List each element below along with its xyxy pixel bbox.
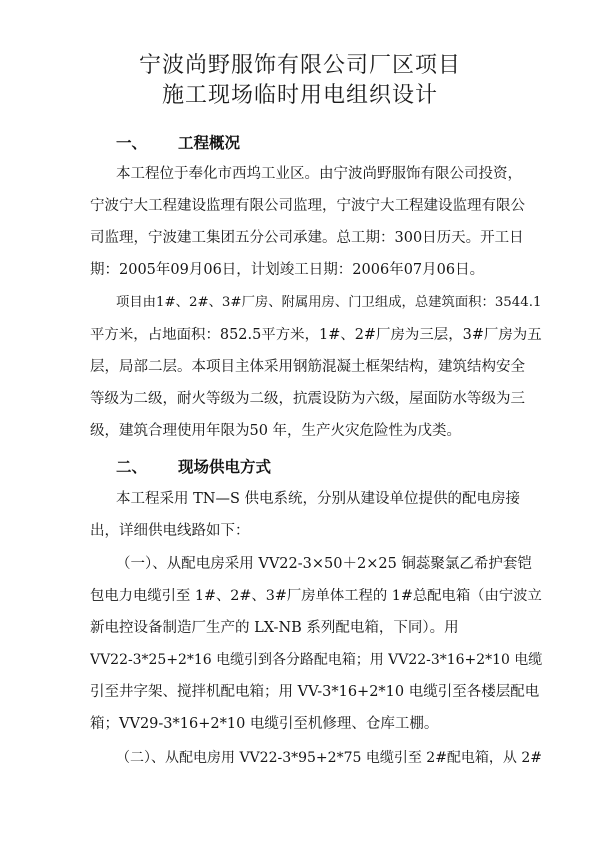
paragraph-line: （一）、从配电房采用 VV22-3×50＋2×25 铜蕊聚氯乙希护套铠 bbox=[116, 556, 532, 572]
paragraph-line: VV22-3*25+2*16 电缆引到各分路配电箱；用 VV22-3*16+2*10 电缆 bbox=[90, 652, 543, 668]
paragraph-line: 期：2005年09月06日，计划竣工日期：2006年07月06日。 bbox=[90, 262, 485, 278]
paragraph-line: 宁波宁大工程建设监理有限公司监理，宁波宁大工程建设监理有限公 bbox=[90, 198, 525, 214]
paragraph-line: 司监理，宁波建工集团五分公司承建。总工期：300日历天。开工日 bbox=[90, 230, 524, 246]
paragraph-line: 本工程位于奉化市西坞工业区。由宁波尚野服饰有限公司投资， bbox=[116, 166, 522, 182]
paragraph-line: （二）、从配电房用 VV22-3*95+2*75 电缆引至 2#配电箱，从 2# bbox=[116, 750, 543, 766]
paragraph-line: 级，建筑合理使用年限为50 年，生产火灾危险性为戊类。 bbox=[90, 423, 462, 439]
paragraph-line: 箱；VV29-3*16+2*10 电缆引至机修理、仓库工棚。 bbox=[90, 716, 439, 732]
paragraph-line: 新电控设备制造厂生产的 LX-NB 系列配电箱，下同）。用 bbox=[90, 620, 459, 636]
paragraph-line: 出，详细供电线路如下： bbox=[90, 523, 250, 539]
paragraph-line: 项目由1#、2#、3#厂房、附属用房、门卫组成，总建筑面积：3544.1 bbox=[116, 295, 542, 310]
section-2-heading bbox=[116, 455, 271, 477]
paragraph-line: 等级为二级，耐火等级为二级，抗震设防为六级，屋面防水等级为三 bbox=[90, 391, 525, 407]
paragraph-line: 层，局部二层。本项目主体采用钢筋混凝土框架结构，建筑结构安全 bbox=[90, 359, 525, 375]
paragraph-line: 引至井字架、搅拌机配电箱；用 VV-3*16+2*10 电缆引至各楼层配电 bbox=[90, 684, 540, 700]
paragraph-line: 平方米，占地面积：852.5平方米，1#、2#厂房为三层，3#厂房为五 bbox=[90, 327, 542, 343]
document-title-line-2: 施工现场临时用电组织设计 bbox=[161, 83, 438, 108]
document-title-line-1: 宁波尚野服饰有限公司厂区项目 bbox=[138, 53, 461, 78]
section-2-title: 现场供电方式 bbox=[178, 458, 272, 476]
paragraph-line: 本工程采用 TN—S 供电系统，分别从建设单位提供的配电房接 bbox=[116, 491, 521, 507]
section-1-number: 一、 bbox=[116, 134, 148, 152]
section-1-heading bbox=[116, 131, 240, 153]
section-2-number: 二、 bbox=[116, 458, 148, 476]
section-1-title: 工程概况 bbox=[178, 134, 241, 152]
paragraph-line: 包电力电缆引至 1#、2#、3#厂房单体工程的 1#总配电箱（由宁波立 bbox=[90, 588, 542, 604]
